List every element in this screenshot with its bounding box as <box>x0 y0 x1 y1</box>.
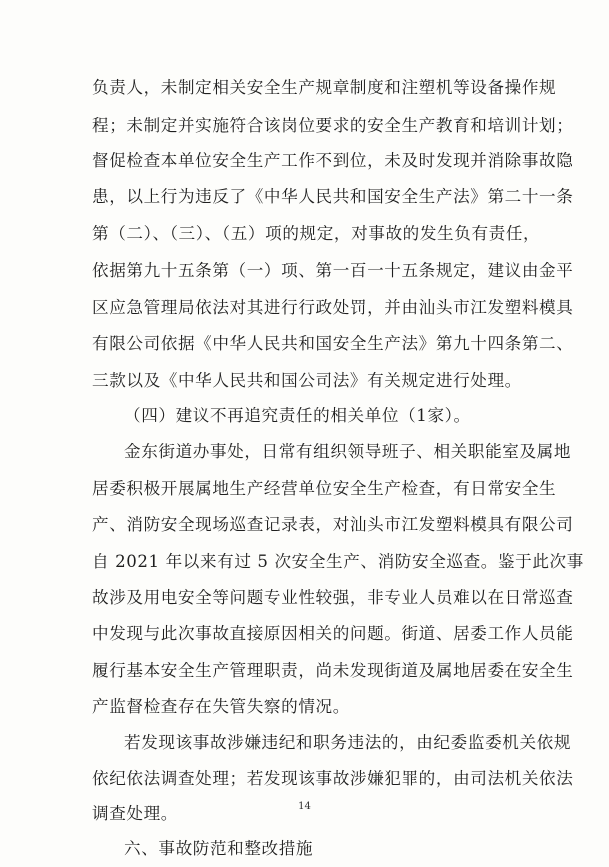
text-line: 故涉及用电安全等问题专业性较强，非专业人员难以在日常巡查 <box>92 588 574 607</box>
text-line: 依纪依法调查处理；若发现该事故涉嫌犯罪的，由司法机关依法 <box>92 769 574 788</box>
text-line: 有限公司依据《中华人民共和国安全生产法》第九十四条第二、 <box>92 334 574 353</box>
text-line: 患，以上行为违反了《中华人民共和国安全生产法》第二十一条 <box>92 187 574 206</box>
text-line: 区应急管理局依法对其进行行政处罚，并由汕头市江发塑料模具 <box>92 298 574 317</box>
paragraph-first-line: 若发现该事故涉嫌违纪和职务违法的，由纪委监委机关依规 <box>124 733 572 752</box>
paragraph-first-line: 金东街道办事处，日常有组织领导班子、相关职能室及属地 <box>124 442 572 461</box>
text-line: 产、消防安全现场巡查记录表，对汕头市江发塑料模具有限公司 <box>92 515 574 534</box>
section-subheading: （四）建议不再追究责任的相关单位（1家）。 <box>124 406 471 425</box>
text-line: 履行基本安全生产管理职责，尚未发现街道及属地居委在安全生 <box>92 661 574 680</box>
text-line: 督促检查本单位安全生产工作不到位，未及时发现并消除事故隐 <box>92 151 574 170</box>
text-line: 调查处理。 <box>92 804 178 823</box>
text-line: 居委积极开展属地生产经营单位安全生产检查，有日常安全生 <box>92 479 557 498</box>
text-line: 第（二）、（三）、（五）项的规定，对事故的发生负有责任， <box>92 224 541 243</box>
page-number: 14 <box>298 801 311 812</box>
text-line: 程；未制定并实施符合该岗位要求的安全生产教育和培训计划； <box>92 116 574 135</box>
text-line: 负责人，未制定相关安全生产规章制度和注塑机等设备操作规 <box>92 78 557 97</box>
section-heading: 六、事故防范和整改措施 <box>124 839 314 858</box>
text-line: 三款以及《中华人民共和国公司法》有关规定进行处理。 <box>92 371 522 390</box>
text-line: 自 2021 年以来有过 5 次安全生产、消防安全巡查。鉴于此次事 <box>92 552 584 571</box>
text-line: 中发现与此次事故直接原因相关的问题。街道、居委工作人员能 <box>92 624 574 643</box>
text-line: 依据第九十五条第（一）项、第一百一十五条规定，建议由金平 <box>92 261 574 280</box>
text-line: 产监督检查存在失管失察的情况。 <box>92 697 350 716</box>
